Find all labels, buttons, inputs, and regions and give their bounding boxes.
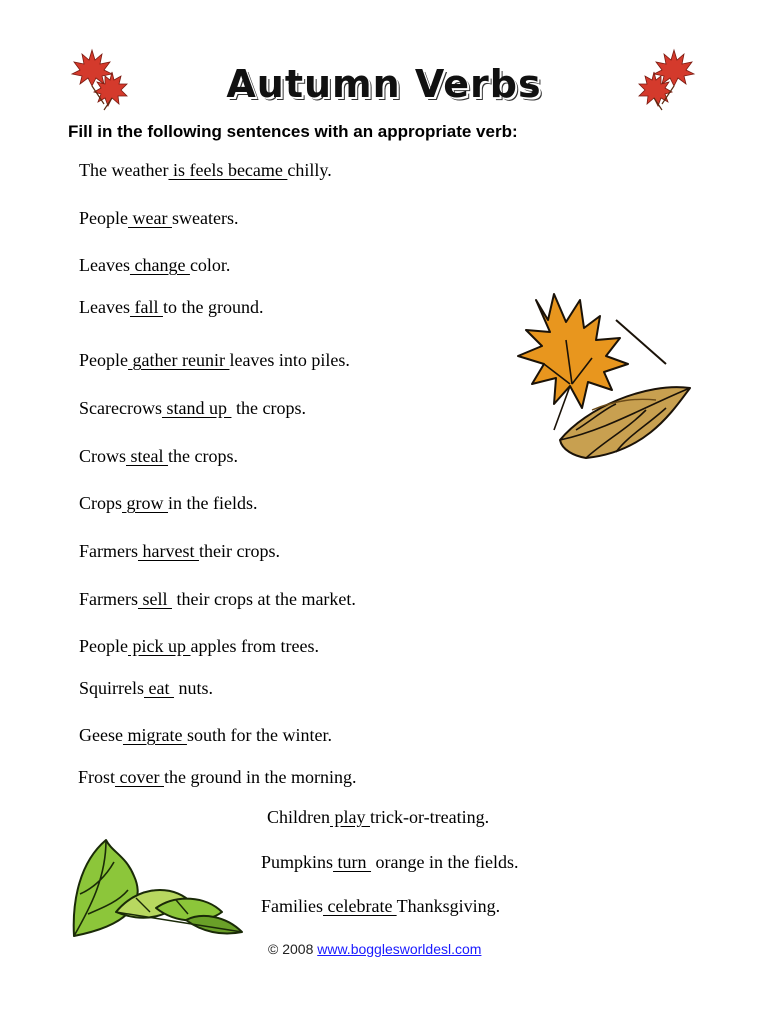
sentence-line: Families celebrate Thanksgiving. [261,896,501,916]
sentence-line: Frost cover the ground in the morning. [78,767,357,787]
answer: stand up [161,398,232,418]
answer: grow [122,493,169,513]
copyright-footer [268,941,481,957]
sentence-line: Pumpkins turn orange in the fields. [261,852,519,872]
answer: play [330,807,370,827]
answer: harvest [137,541,199,561]
sentence-line: People gather reunir leaves into piles. [79,350,350,370]
answer: turn [333,852,372,872]
sentence-line: Farmers sell their crops at the market. [79,589,356,609]
sentence-line: Squirrels eat nuts. [79,678,213,698]
sentence-line: Geese migrate south for the winter. [79,725,332,745]
answer: steal [126,446,169,466]
sentence-line: Leaves fall to the ground. [79,297,264,317]
answer: gather reunir [128,350,230,370]
copyright-text: © 2008 [268,941,318,957]
answer: pick up [128,636,191,656]
sentence-line: People wear sweaters. [79,208,239,228]
sentence-line: Leaves change color. [79,255,231,275]
autumn-leaves-icon [496,280,700,466]
answer: change [129,255,190,275]
answer: sell [137,589,172,609]
sentence-line: Scarecrows stand up the crops. [79,398,306,418]
sentence-line: Farmers harvest their crops. [79,541,280,561]
answer: migrate [122,725,187,745]
sentence-line: Crops grow in the fields. [79,493,258,513]
sentence-line: Children play trick-or-treating. [267,807,490,827]
sentence-line: People pick up apples from trees. [79,636,319,656]
answer: wear [128,208,172,228]
answer: eat [144,678,174,698]
answer: celebrate [323,896,397,916]
instructions: Fill in the following sentences with an appropriate verb: [68,122,518,141]
answer: fall [129,297,163,317]
green-leaves-icon [66,828,246,940]
page-title: Autumn Verbs [226,62,542,106]
website-link[interactable]: www.bogglesworldesl.com [317,941,482,957]
sentence-line: The weather is feels became chilly. [79,160,332,180]
answer: is feels became [168,160,288,180]
sentence-line: Crows steal the crops. [79,446,238,466]
answer: cover [115,767,164,787]
